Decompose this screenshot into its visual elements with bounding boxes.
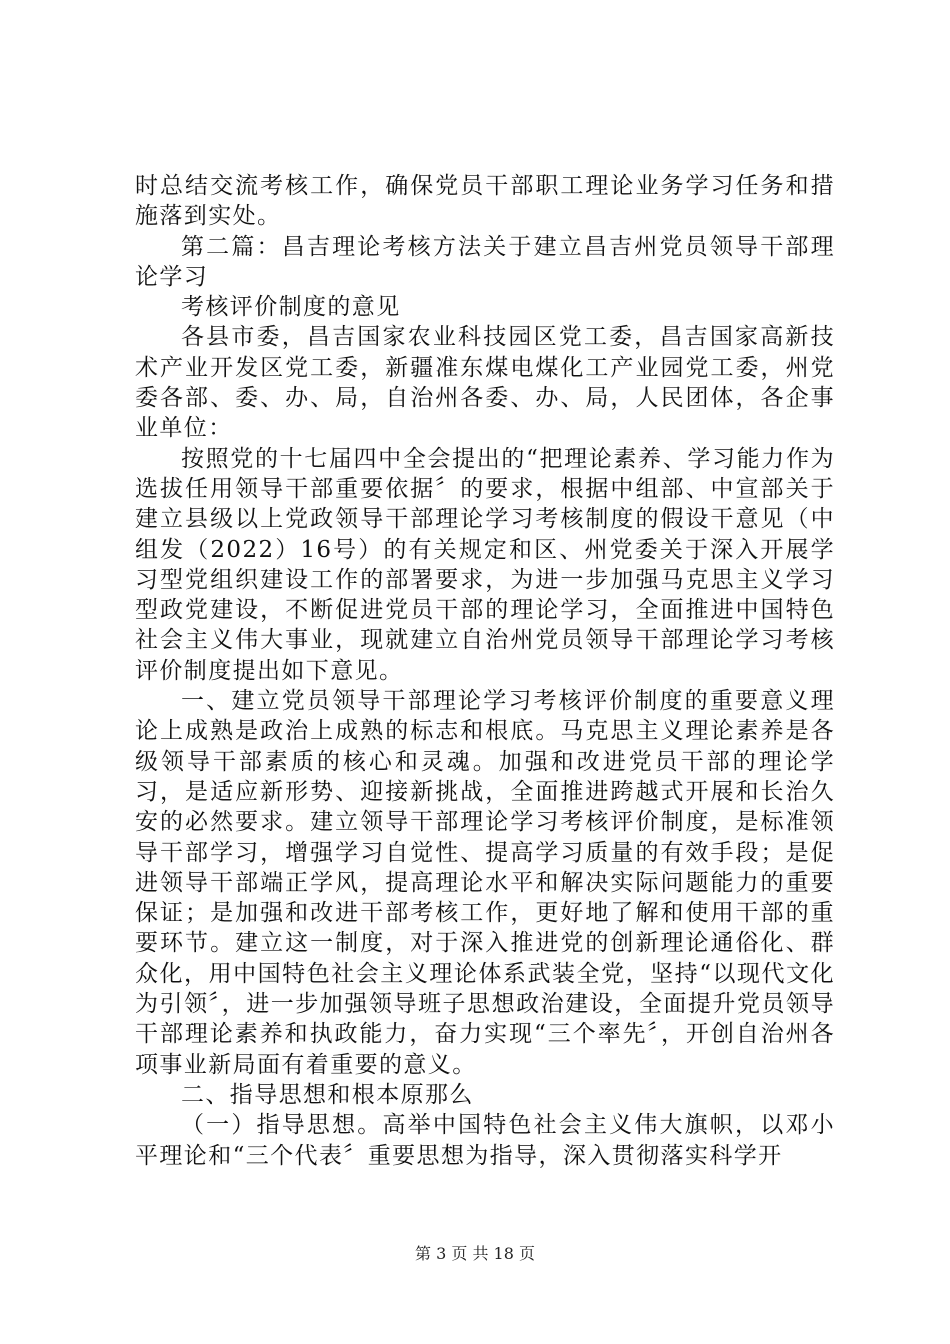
subsection-heading: 二、指导思想和根本原那么: [181, 1081, 474, 1108]
paragraph: 按照党的十七届四中全会提出的“把理论素养、学习能力作为选拔任用领导干部重要依据〞的要求，根据中组部、中宣部关于建立县级以上党政领导干部理论学习考核制度的假设干意见（中组发（2022）16号）的有关规定和区、州党委关于深入开展学习型党组织建设工作的部署要求，为进一步加强马克思主义学习型政党建设，不断促进党员干部的理论学习，全面推进中国特色社会主义伟大事业，现就建立自治州党员领导干部理论学习考核评价制度提出如下意见。: [135, 445, 835, 684]
paragraph: （一）指导思想。高举中国特色社会主义伟大旗帜，以邓小平理论和“三个代表〞重要思想为指导，深入贯彻落实科学开: [135, 1112, 835, 1169]
section-heading: 第二篇：昌吉理论考核方法关于建立昌吉州党员领导干部理论学习: [135, 233, 835, 290]
page-number-footer: 第 3 页 共 18 页: [415, 1244, 535, 1263]
section-heading-continued: 考核评价制度的意见: [181, 294, 401, 321]
addressee-paragraph: 各县市委，昌吉国家农业科技园区党工委，昌吉国家高新技术产业开发区党工委，新疆准东煤电煤化工产业园党工委，州党委各部、委、办、局，自治州各委、办、局，人民团体，各企事业单位：: [135, 324, 835, 442]
document-body: [135, 171, 835, 1171]
paragraph: 一、建立党员领导干部理论学习考核评价制度的重要意义理论上成熟是政治上成熟的标志和根底。马克思主义理论素养是各级领导干部素质的核心和灵魂。加强和改进党员干部的理论学习，是适应新形势、迎接新挑战，全面推进跨越式开展和长治久安的必然要求。建立领导干部理论学习考核评价制度，是标准领导干部学习，增强学习自觉性、提高学习质量的有效手段；是促进领导干部端正学风，提高理论水平和解决实际问题能力的重要保证；是加强和改进干部考核工作，更好地了解和使用干部的重要环节。建立这一制度，对于深入推进党的创新理论通俗化、群众化，用中国特色社会主义理论体系武装全党，坚持“以现代文化为引领〞，进一步加强领导班子思想政治建设，全面提升党员领导干部理论素养和执政能力，奋力实现“三个率先〞，开创自治州各项事业新局面有着重要的意义。: [135, 688, 835, 1078]
paragraph: 时总结交流考核工作，确保党员干部职工理论业务学习任务和措施落到实处。: [135, 173, 835, 230]
